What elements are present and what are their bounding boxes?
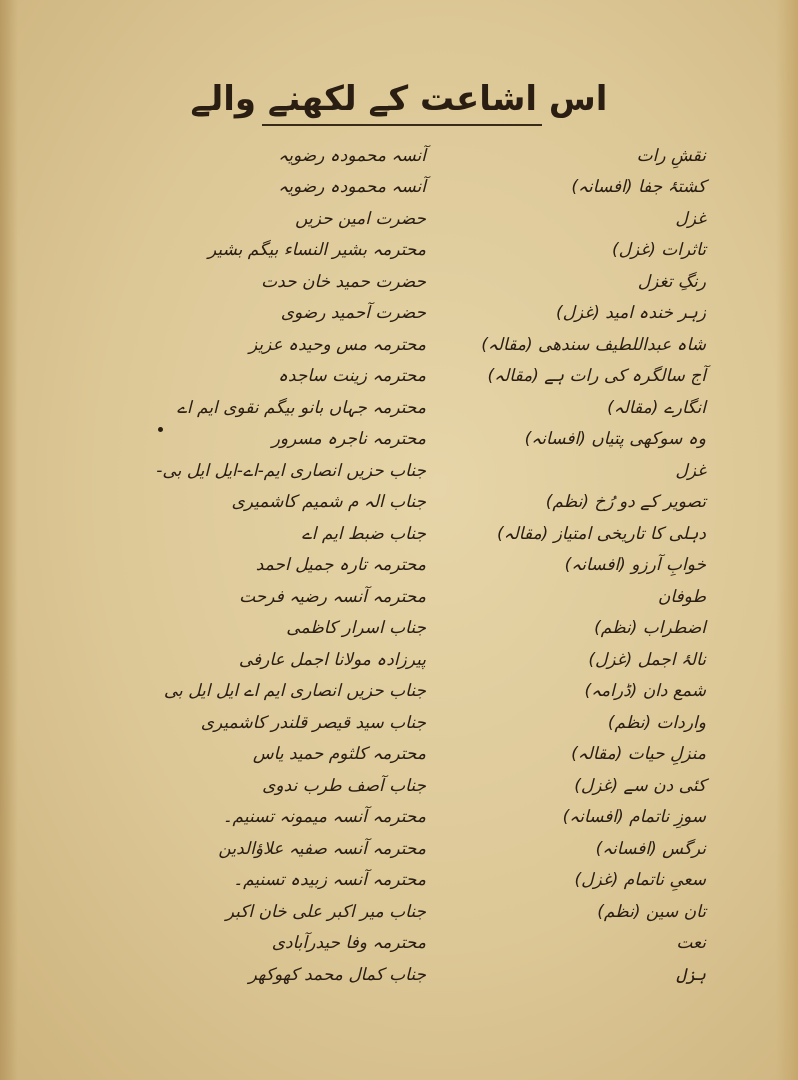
contents-entry xyxy=(0,959,798,991)
contents-entry xyxy=(0,518,798,550)
author-name: محترمہ آنسہ صفیہ علاؤالدین xyxy=(218,839,426,859)
work-title: نقشِ رات xyxy=(636,146,706,166)
contents-entry xyxy=(0,455,798,487)
work-title: منزلِ حیات (مقالہ) xyxy=(571,744,706,764)
contents-entry xyxy=(0,234,798,266)
work-title: ہزل xyxy=(676,965,706,985)
work-title: رنگِ تغزل xyxy=(637,272,706,292)
author-name: جناب سید قیصر قلندر کاشمیری xyxy=(200,713,426,733)
author-name: جناب اسرار کاظمی xyxy=(286,618,426,638)
work-title: خوابِ آرزو (افسانہ) xyxy=(564,555,706,575)
contents-entry xyxy=(0,707,798,739)
author-name: محترمہ جہاں بانو بیگم نقوی ایم اے xyxy=(176,398,426,418)
author-name: محترمہ زینت ساجدہ xyxy=(277,366,426,386)
contents-entry xyxy=(0,203,798,235)
contents-entry xyxy=(0,549,798,581)
work-title: انگارے (مقالہ) xyxy=(607,398,706,418)
contents-entry xyxy=(0,486,798,518)
contents-entry xyxy=(0,392,798,424)
author-name: محترمہ آنسہ رضیہ فرحت xyxy=(239,587,426,607)
contents-entry xyxy=(0,927,798,959)
contents-entry xyxy=(0,864,798,896)
contents-entry xyxy=(0,140,798,172)
contents-entry xyxy=(0,833,798,865)
contents-entry xyxy=(0,360,798,392)
work-title: نالۂ اجمل (غزل) xyxy=(588,650,706,670)
author-name: جناب آصف طرب ندوی xyxy=(262,776,426,796)
work-title: واردات (نظم) xyxy=(607,713,706,733)
author-name: محترمہ آنسہ زبیدہ تسنیم۔ xyxy=(233,870,426,890)
contents-entry xyxy=(0,171,798,203)
work-title: نرگس (افسانہ) xyxy=(595,839,706,859)
author-name: حضرت حمید خان حدت xyxy=(261,272,426,292)
work-title: دہلی کا تاریخی امتیاز (مقالہ) xyxy=(497,524,706,544)
author-name: محترمہ بشیر النساء بیگم بشیر xyxy=(207,240,426,260)
work-title: آج سالگرہ کی رات ہے (مقالہ) xyxy=(487,366,706,386)
contents-entry xyxy=(0,738,798,770)
author-name: محترمہ ناجرہ مسرور xyxy=(271,429,426,449)
author-name: محترمہ مس وحیدہ عزیز xyxy=(248,335,426,355)
author-name: حضرت امین حزیں xyxy=(295,209,426,229)
author-name: جناب حزیں انصاری ایم اے ایل ایل بی xyxy=(163,681,426,701)
work-title: کئی دن سے (غزل) xyxy=(574,776,706,796)
author-name: محترمہ تارہ جمیل احمد xyxy=(255,555,426,575)
author-name: جناب الہ م شمیم کاشمیری xyxy=(231,492,426,512)
author-name: محترمہ آنسہ میمونہ تسنیم۔ xyxy=(222,807,426,827)
contents-entry xyxy=(0,297,798,329)
author-name: پیرزادہ مولانا اجمل عارفی xyxy=(238,650,426,670)
contents-entry xyxy=(0,423,798,455)
contents-entry xyxy=(0,801,798,833)
contents-entry xyxy=(0,266,798,298)
work-title: وہ سوکھی پتیاں (افسانہ) xyxy=(524,429,706,449)
contents-entry xyxy=(0,644,798,676)
author-name: جناب کمال محمد کھوکھر xyxy=(248,965,426,985)
work-title: کشتۂ جفا (افسانہ) xyxy=(571,177,706,197)
work-title: سوزِ ناتمام (افسانہ) xyxy=(562,807,706,827)
author-name: حضرت آحمید رضوی xyxy=(280,303,426,323)
contents-entry xyxy=(0,675,798,707)
author-name: جناب حزیں انصاری ایم-اے-ایل ایل بی- xyxy=(156,461,426,481)
work-title: تان سین (نظم) xyxy=(597,902,706,922)
author-name: آنسہ محمودہ رضویہ xyxy=(278,146,426,166)
work-title: غزل xyxy=(675,461,706,481)
work-title: شمع دان (ڈرامہ) xyxy=(584,681,706,701)
page-title: اس اشاعت کے لکھنے والے xyxy=(190,79,608,119)
work-title: زہر خندہ امید (غزل) xyxy=(555,303,706,323)
author-name: محترمہ کلثوم حمید یاس xyxy=(252,744,426,764)
author-name: جناب ضبط ایم اے xyxy=(301,524,426,544)
contents-entry xyxy=(0,329,798,361)
author-name: محترمہ وفا حیدرآبادی xyxy=(271,933,426,953)
title-underline xyxy=(262,124,542,126)
author-name: آنسہ محمودہ رضویہ xyxy=(278,177,426,197)
contents-entry xyxy=(0,770,798,802)
work-title: طوفان xyxy=(657,587,706,607)
contents-entry xyxy=(0,581,798,613)
ink-dot xyxy=(158,427,163,432)
work-title: سعیِ ناتمام (غزل) xyxy=(574,870,706,890)
contents-entry xyxy=(0,612,798,644)
author-name: جناب میر اکبر علی خان اکبر xyxy=(225,902,426,922)
work-title: تاثرات (غزل) xyxy=(611,240,706,260)
work-title: تصویر کے دو رُخ (نظم) xyxy=(545,492,706,512)
contents-entry xyxy=(0,896,798,928)
work-title: شاہ عبداللطیف سندھی (مقالہ) xyxy=(481,335,706,355)
work-title: نعت xyxy=(676,933,706,953)
work-title: اضطراب (نظم) xyxy=(594,618,706,638)
work-title: غزل xyxy=(675,209,706,229)
